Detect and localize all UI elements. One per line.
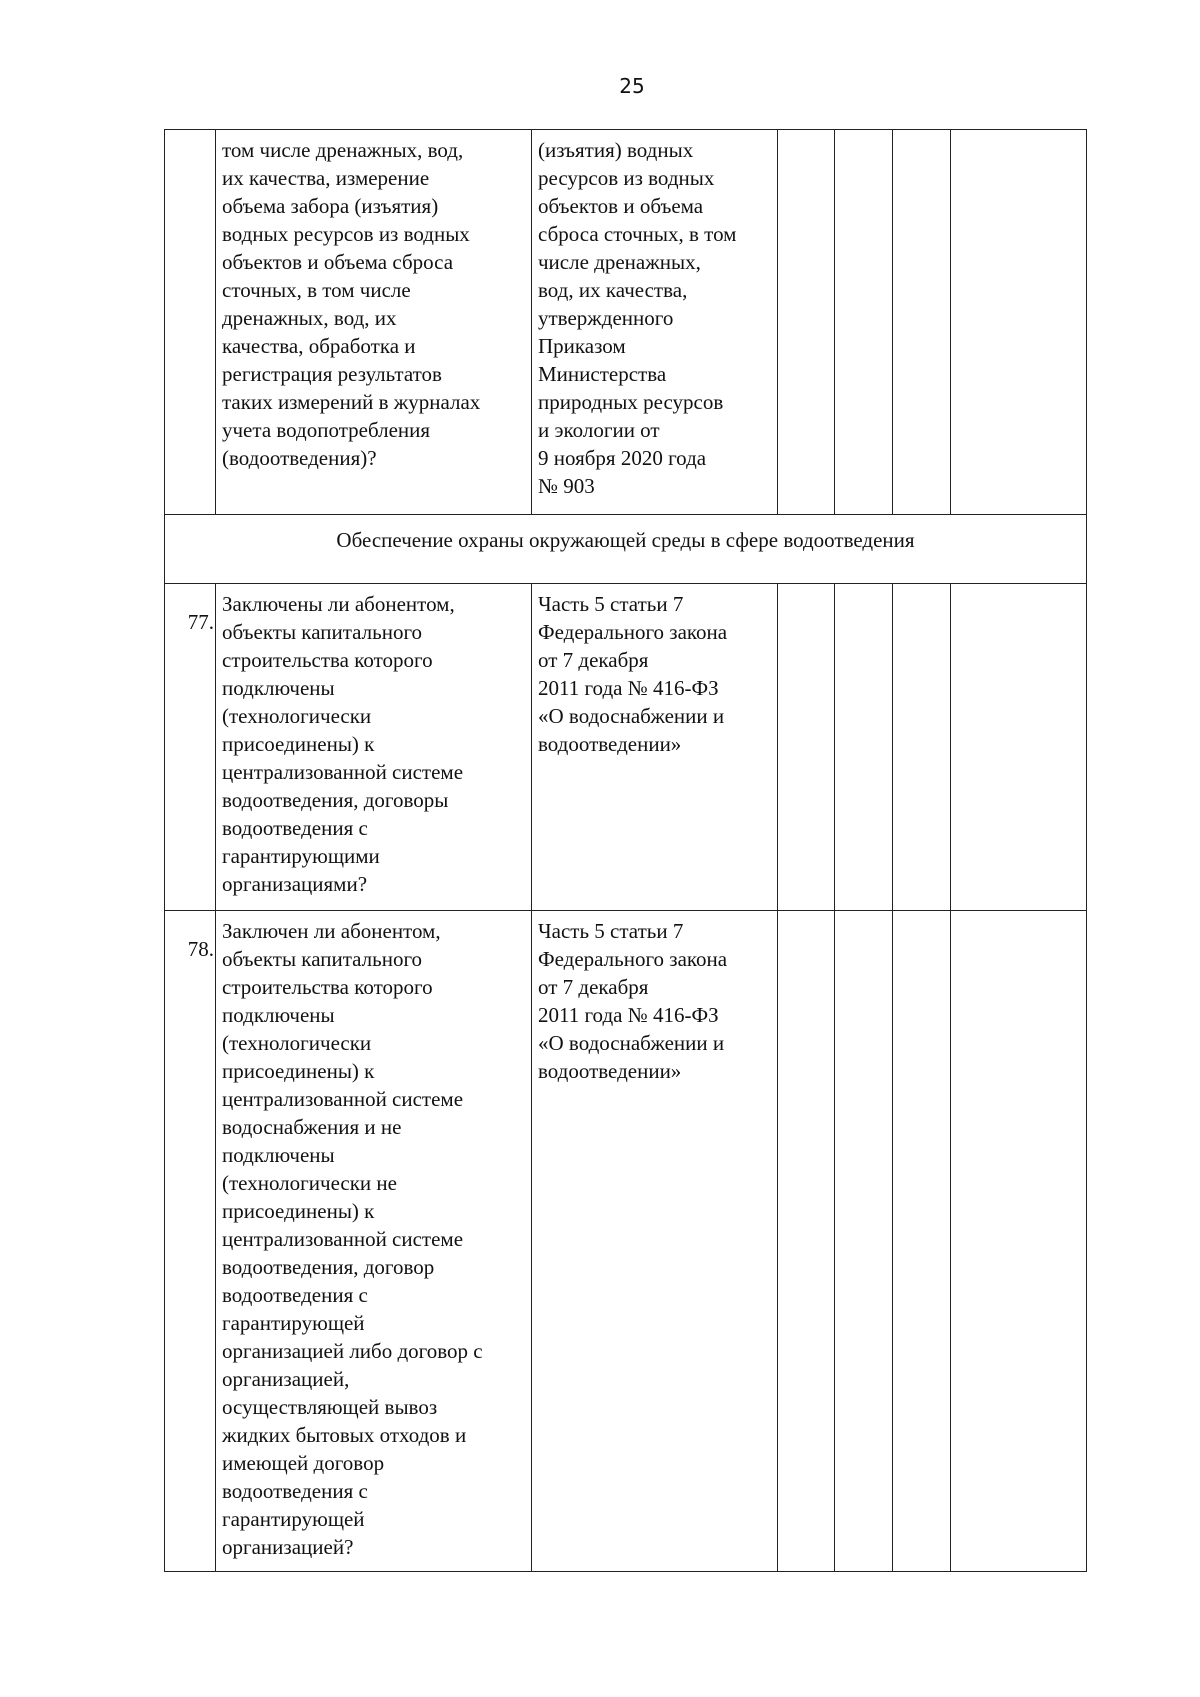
answer-cell-na[interactable] (893, 130, 951, 515)
legal-reference-cell: Часть 5 статьи 7 Федерального закона от 7 декабря 2011 года № 416-ФЗ «О водоснабжении и водоотведении» (532, 911, 778, 1572)
answer-cell-no[interactable] (835, 130, 893, 515)
answer-cell-yes[interactable] (778, 130, 835, 515)
note-cell[interactable] (951, 130, 1087, 515)
page-number: 25 (619, 74, 645, 98)
table-row (165, 911, 1087, 1572)
answer-cell-yes[interactable] (778, 911, 835, 1572)
section-row (165, 515, 1087, 584)
answer-cell-na[interactable] (893, 911, 951, 1572)
row-number-cell: 77. (165, 584, 216, 911)
question-cell: Заключен ли абонентом, объекты капитального строительства которого подключены (технологически присоединены) к централизованной системе водоснабжения и не подключены (технологически не присоединены) к централизованной системе водоотведения, договор водоотведения с гарантирующей организацией либо договор с организацией, осуществляющей вывоз жидких бытовых отходов и имеющей договор водоотведения с гарантирующей организацией? (216, 911, 532, 1572)
checklist-table (164, 129, 1087, 1572)
row-number-cell: 78. (165, 911, 216, 1572)
table-row (165, 130, 1087, 515)
legal-reference-cell: Часть 5 статьи 7 Федерального закона от 7 декабря 2011 года № 416-ФЗ «О водоснабжении и водоотведении» (532, 584, 778, 911)
question-cell: том числе дренажных, вод, их качества, измерение объема забора (изъятия) водных ресурсов из водных объектов и объема сброса сточных, в том числе дренажных, вод, их качества, обработка и регистрация результатов таких измерений в журналах учета водопотребления (водоотведения)? (216, 130, 532, 515)
row-number-cell (165, 130, 216, 515)
question-cell: Заключены ли абонентом, объекты капитального строительства которого подключены (технологически присоединены) к централизованной системе водоотведения, договоры водоотведения с гарантирующими организациями? (216, 584, 532, 911)
section-heading: Обеспечение охраны окружающей среды в сфере водоотведения (165, 515, 1087, 584)
legal-reference-cell: (изъятия) водных ресурсов из водных объектов и объема сброса сточных, в том числе дренажных, вод, их качества, утвержденного Приказом Министерства природных ресурсов и экологии от 9 ноября 2020 года № 903 (532, 130, 778, 515)
note-cell[interactable] (951, 584, 1087, 911)
answer-cell-yes[interactable] (778, 584, 835, 911)
answer-cell-no[interactable] (835, 584, 893, 911)
note-cell[interactable] (951, 911, 1087, 1572)
answer-cell-na[interactable] (893, 584, 951, 911)
table-row (165, 584, 1087, 911)
answer-cell-no[interactable] (835, 911, 893, 1572)
